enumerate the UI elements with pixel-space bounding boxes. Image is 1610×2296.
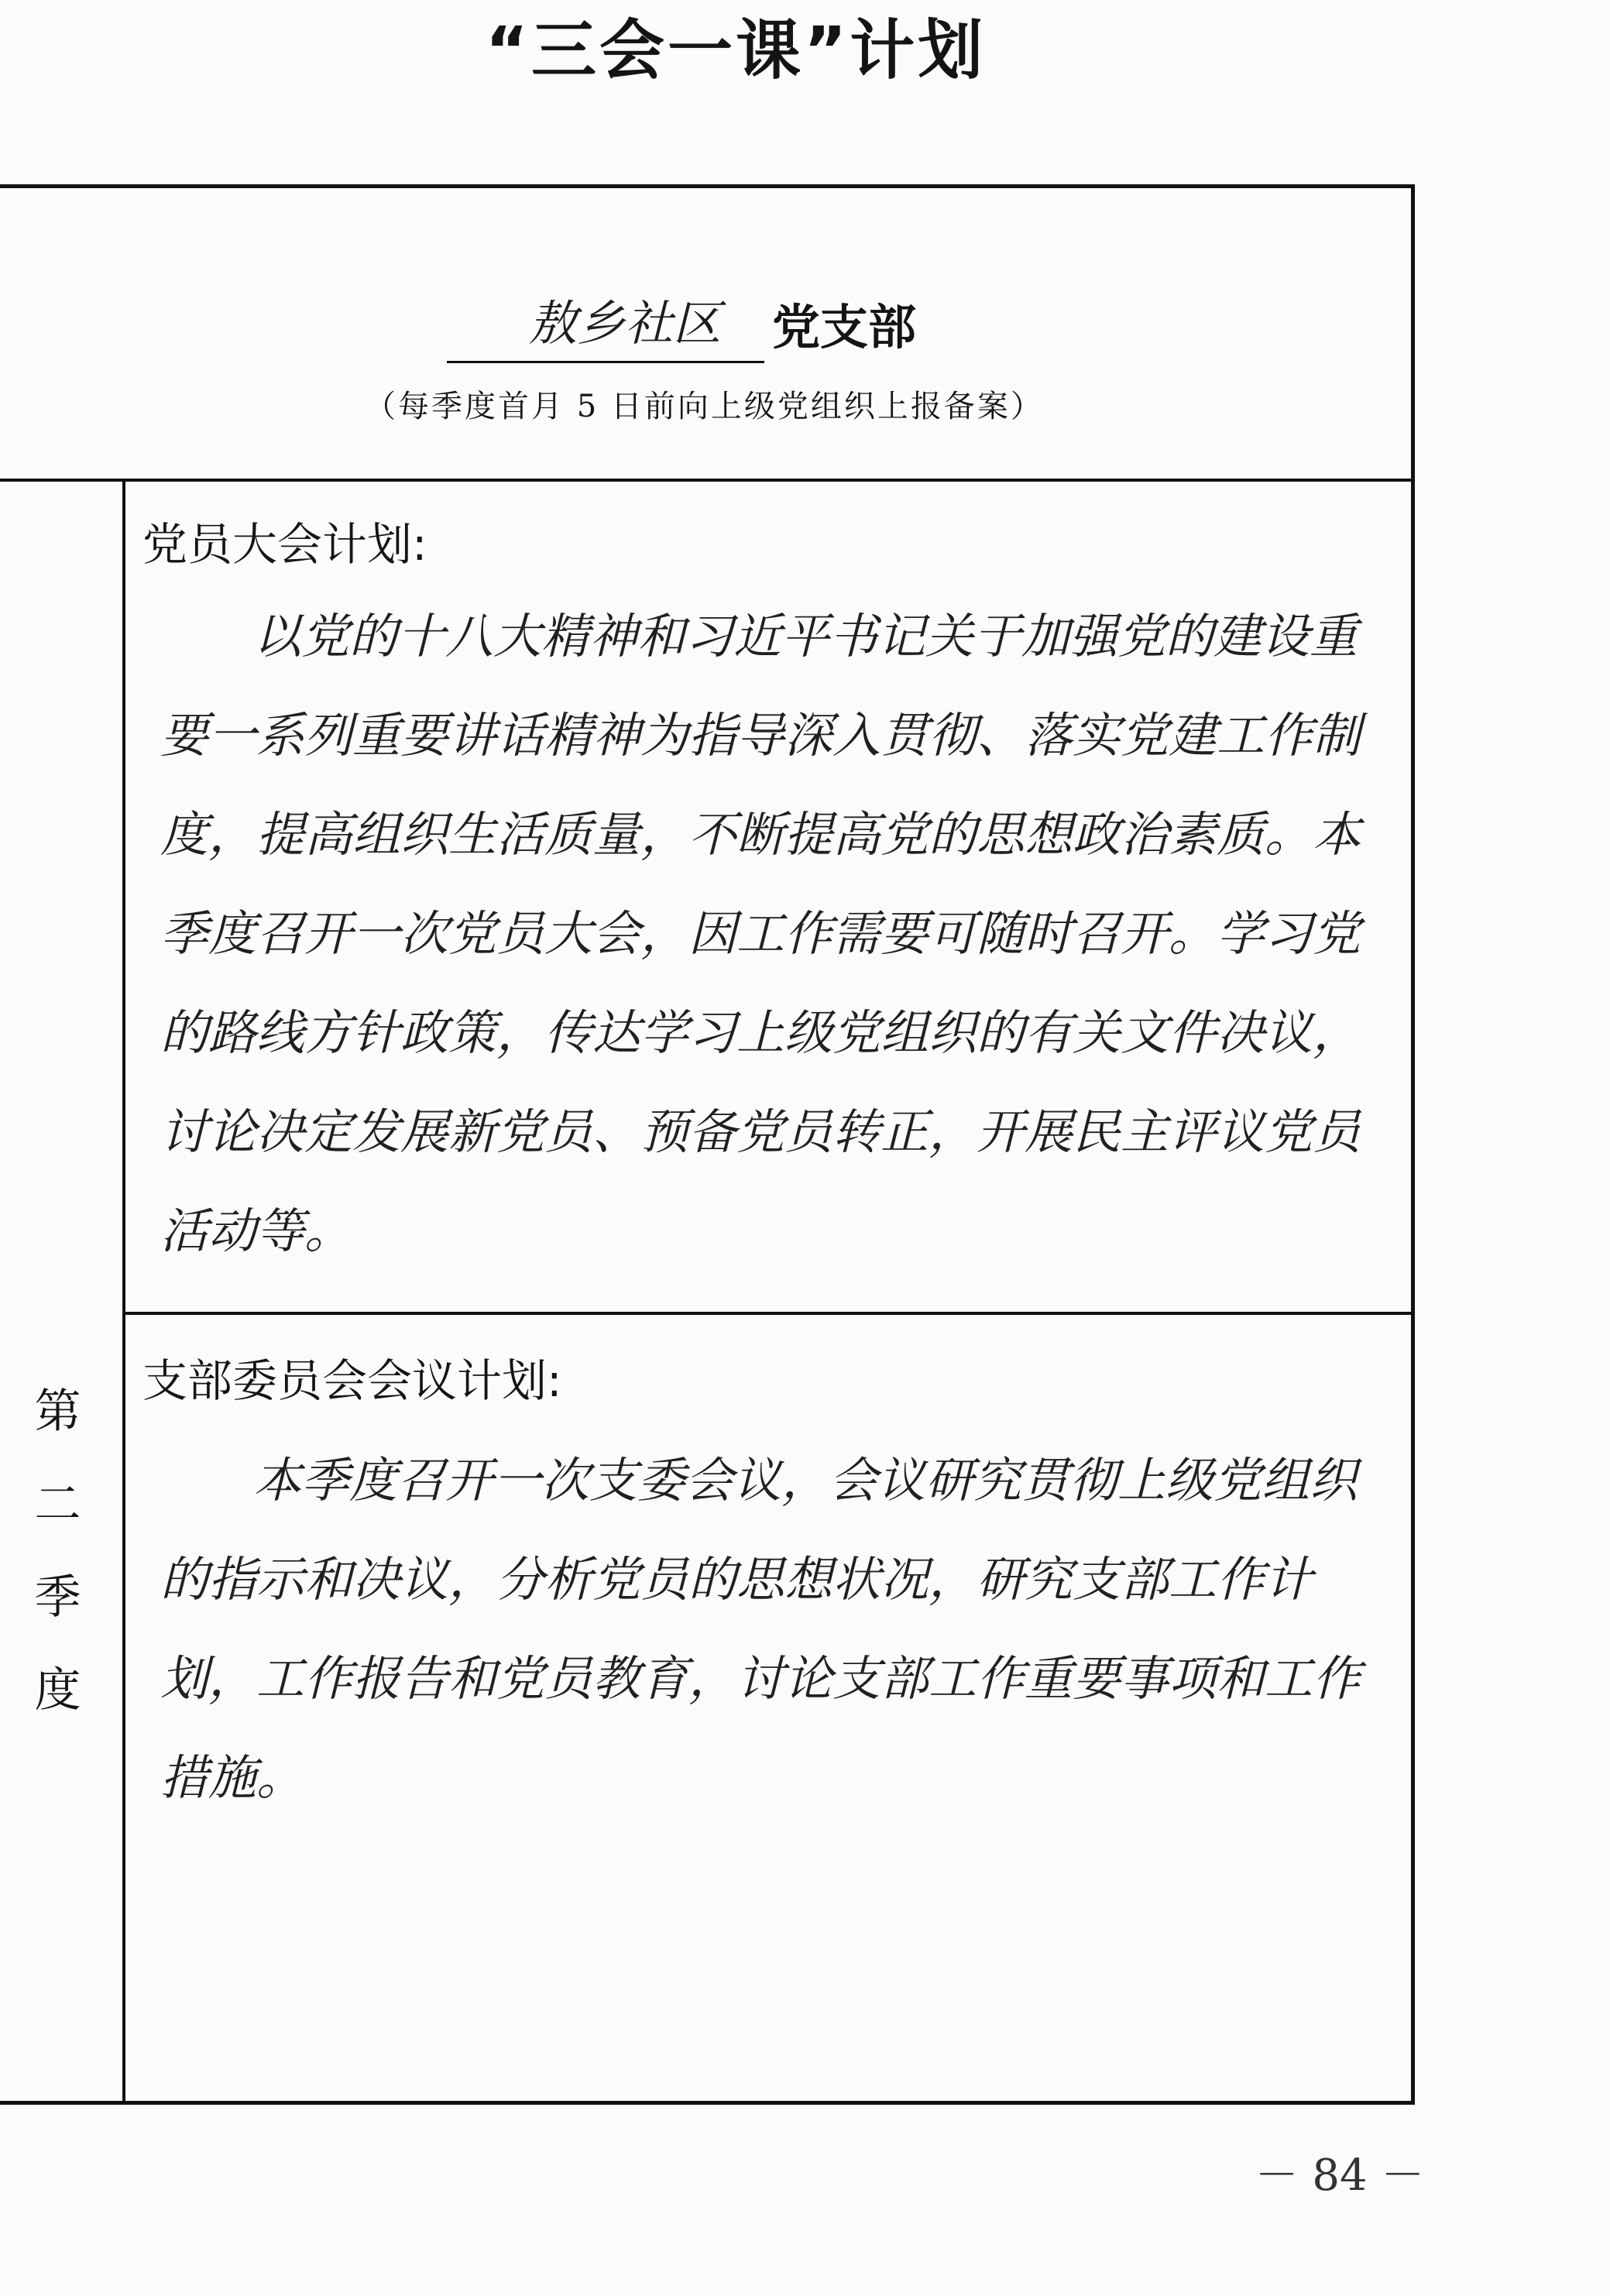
page-title: “三会一课”计划 (485, 12, 987, 88)
quarter-label (0, 1365, 118, 1737)
committee-meeting-heading: 支部委员会会议计划: (142, 1354, 562, 1407)
quarter-label-text: 第 二 季 度 (34, 1385, 81, 1718)
form-header (0, 188, 1411, 482)
party-meeting-section (125, 479, 1411, 1315)
branch-suffix: 党支部 (772, 299, 917, 355)
branch-underline (447, 361, 764, 363)
branch-line (447, 289, 989, 366)
quarter-column (0, 479, 125, 2101)
party-meeting-heading: 党员大会计划: (142, 518, 427, 571)
party-meeting-body: 以党的十八大精神和习近平书记关于加强党的建设重要一系列重要讲话精神为指导深入贯彻、落实党建工作制度，提高组织生活质量，不断提高党的思想政治素质。本季度召开一次党员大会，因工作需要可随时召开。学习党的路线方针政策，传达学习上级党组织的有关文件决议，讨论决定发展新党员、预备党员转正，开展民主评议党员活动等。 (160, 608, 1361, 1259)
branch-name: 敖乡社区 (528, 295, 721, 352)
committee-meeting-section (125, 1315, 1411, 2101)
committee-meeting-body: 本季度召开一次支委会议，会议研究贯彻上级党组织的指示和决议，分析党员的思想状况，研究支部工作计划，工作报告和党员教育，讨论支部工作重要事项和工作措施。 (160, 1452, 1361, 1806)
plan-form-table (0, 184, 1415, 2105)
page-number: － 84 － (1255, 2150, 1425, 2201)
submission-note: （每季度首月 5 日前向上级党组织上报备案） (365, 389, 1044, 424)
